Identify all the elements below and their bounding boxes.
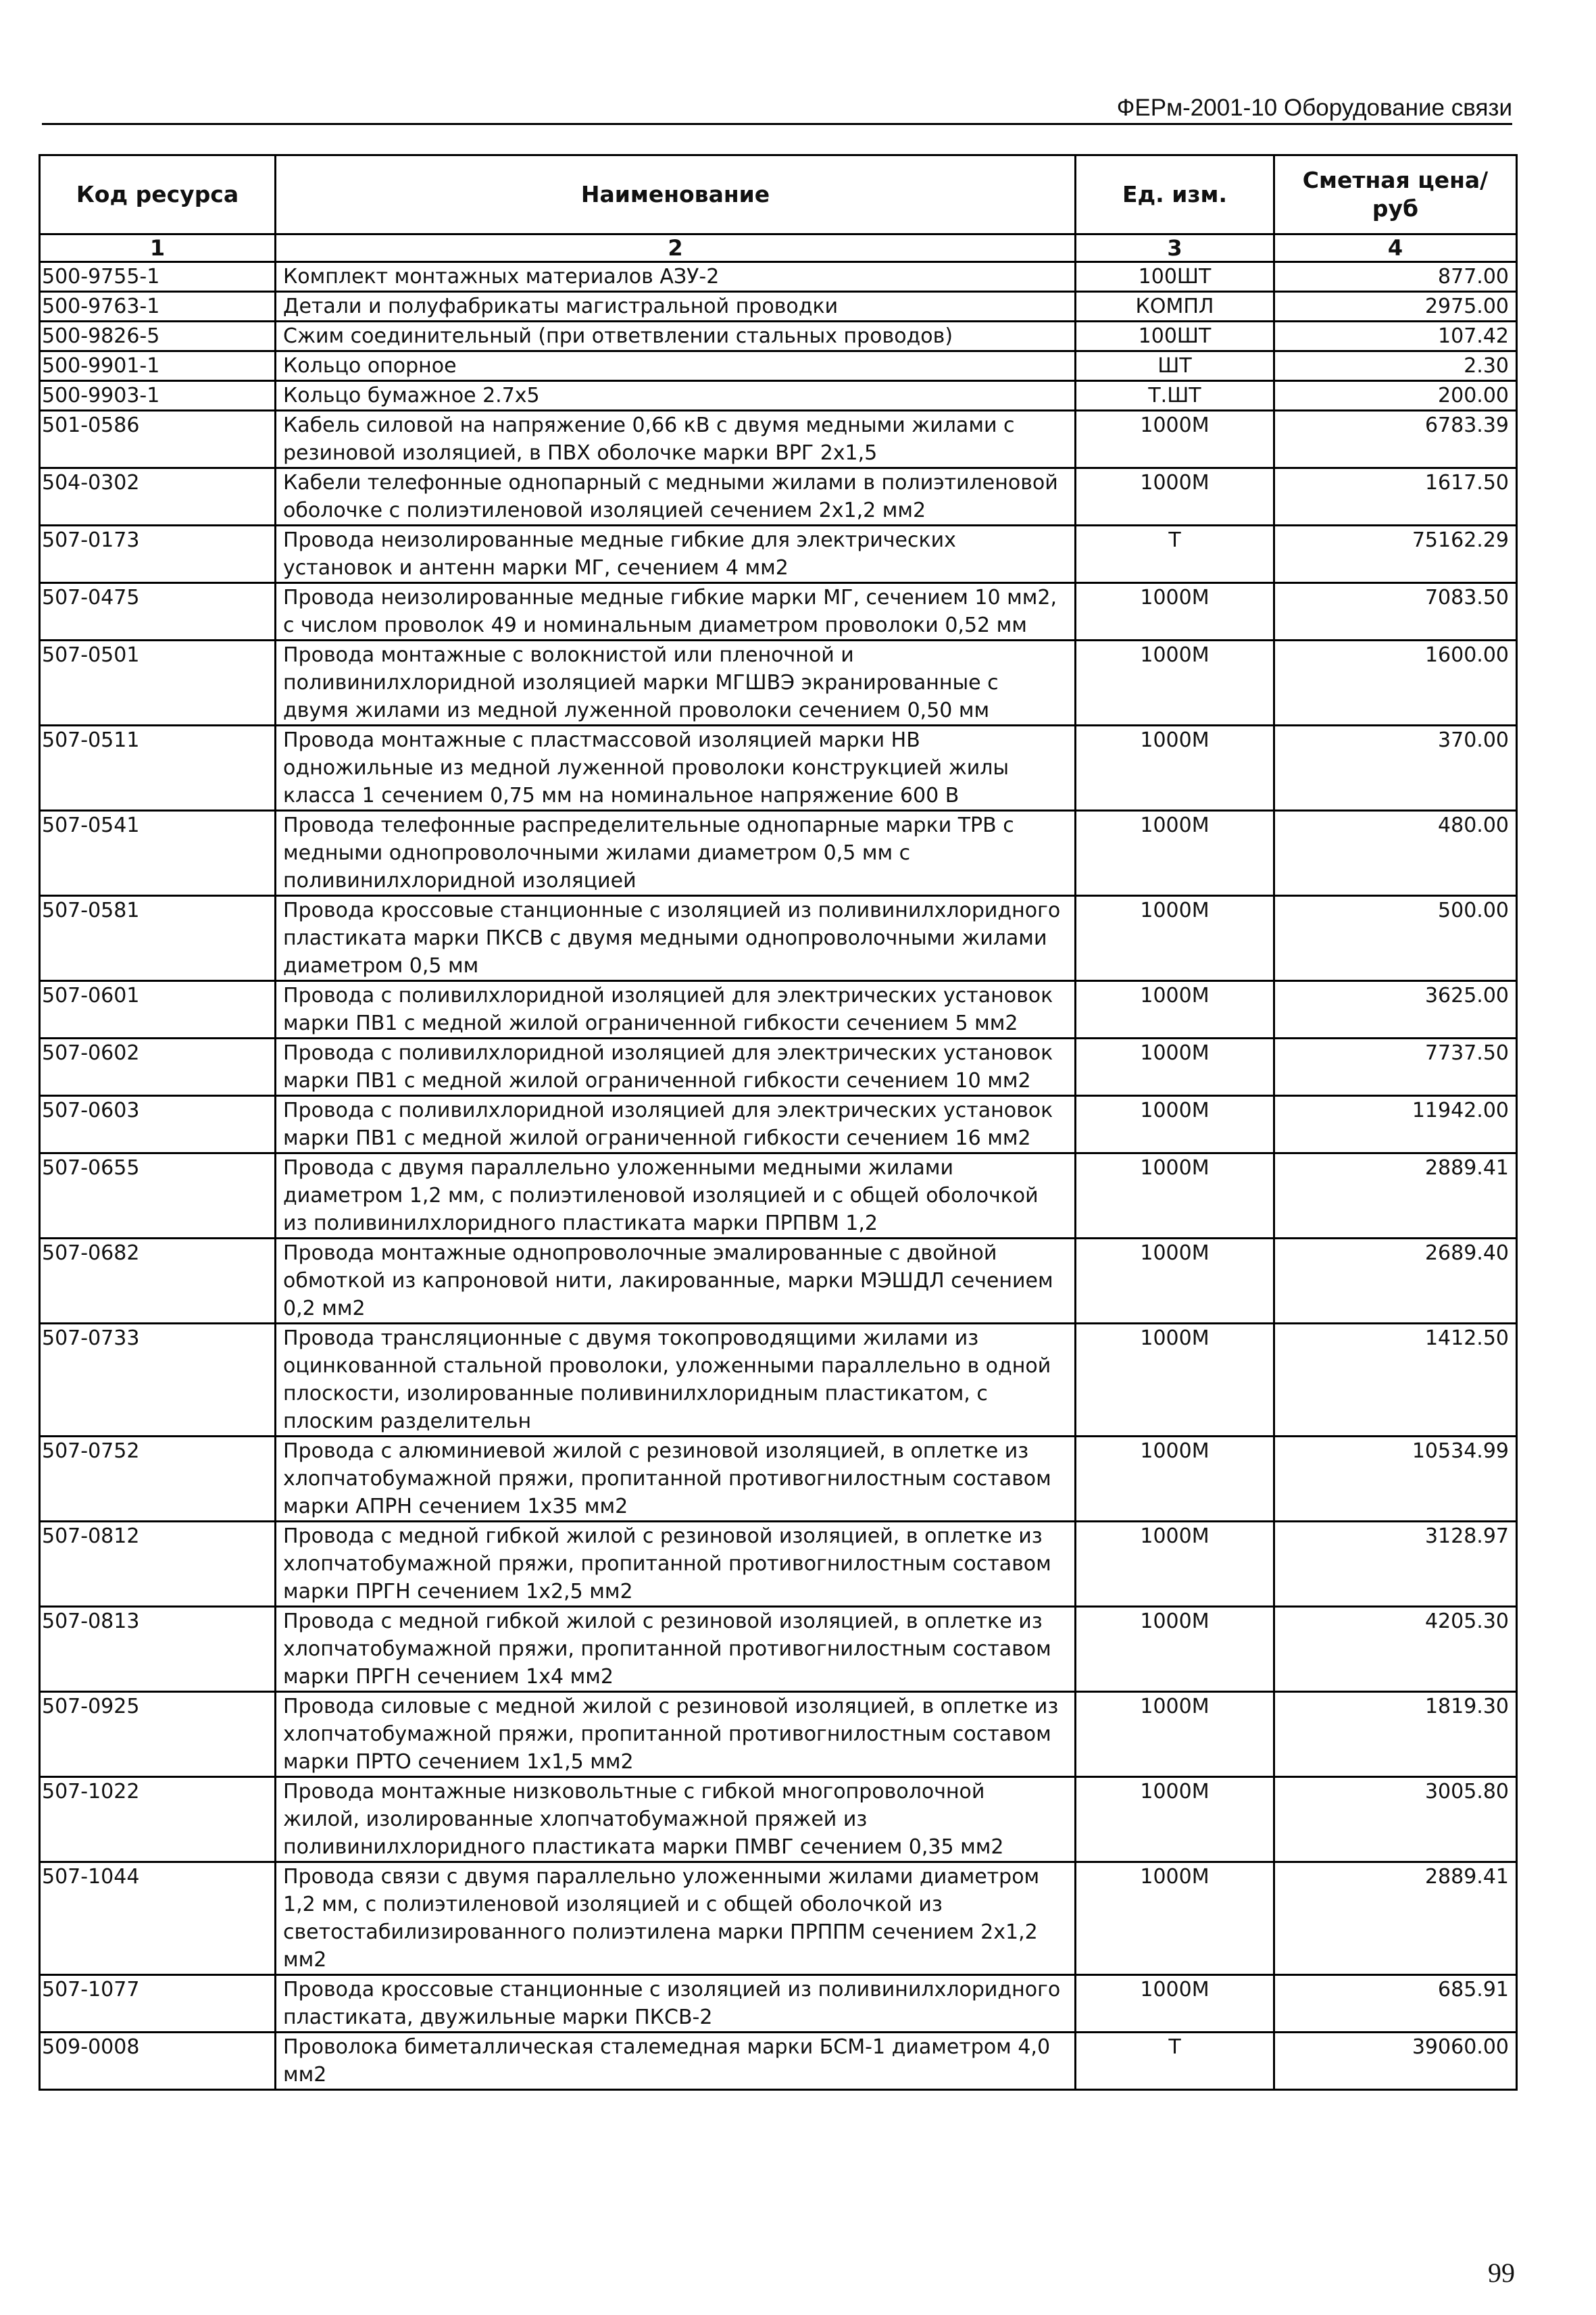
col-header-unit: Ед. изм. — [1076, 155, 1274, 234]
column-number-row — [40, 234, 1517, 262]
resource-price: 2689.40 — [1274, 1239, 1517, 1324]
resource-code-text: 507-0655 — [42, 1156, 140, 1180]
resource-name: Провода монтажные с пластмассовой изоляцией марки НВ одножильные из медной луженной проволоки конструкцией жилы класса 1 сечением 0,75 мм на номинальное напряжение 600 В — [276, 726, 1076, 811]
resource-code-text: 500-9903-1 — [42, 384, 160, 407]
resource-code — [40, 1153, 276, 1239]
resource-code-text: 507-1022 — [42, 1780, 140, 1803]
resource-unit: 1000М — [1076, 411, 1274, 468]
resource-unit: 1000М — [1076, 1975, 1274, 2033]
table-row — [40, 381, 1517, 411]
resource-name: Провода кроссовые станционные с изоляцией из поливинилхлоридного пластиката, двужильные марки ПКСВ-2 — [276, 1975, 1076, 2033]
resource-unit: 1000М — [1076, 1607, 1274, 1692]
resource-code — [40, 1522, 276, 1607]
resource-price: 3625.00 — [1274, 981, 1517, 1039]
resource-code — [40, 322, 276, 351]
table-row — [40, 262, 1517, 292]
resource-code-text: 507-1077 — [42, 1978, 140, 2001]
resource-unit: 1000М — [1076, 896, 1274, 981]
table-row — [40, 1522, 1517, 1607]
resource-code — [40, 1239, 276, 1324]
resource-name: Комплект монтажных материалов АЗУ-2 — [276, 262, 1076, 292]
table-row — [40, 1039, 1517, 1096]
resource-code — [40, 526, 276, 583]
resource-price: 3005.80 — [1274, 1777, 1517, 1862]
table-row — [40, 583, 1517, 641]
resource-code-text: 500-9826-5 — [42, 324, 160, 348]
resource-unit: 1000М — [1076, 1039, 1274, 1096]
resource-price: 39060.00 — [1274, 2033, 1517, 2090]
table-row — [40, 726, 1517, 811]
resource-unit: 100ШТ — [1076, 322, 1274, 351]
resource-unit: 1000М — [1076, 981, 1274, 1039]
resource-code-text: 507-1044 — [42, 1865, 140, 1889]
resource-price: 1600.00 — [1274, 641, 1517, 726]
resource-code — [40, 2033, 276, 2090]
table-row — [40, 811, 1517, 896]
resource-unit: Т — [1076, 526, 1274, 583]
table-row — [40, 1096, 1517, 1153]
resource-unit: 1000М — [1076, 583, 1274, 641]
col-header-name: Наименование — [276, 155, 1076, 234]
resource-unit: 1000М — [1076, 1096, 1274, 1153]
page-header: ФЕРм-2001-10 Оборудование связи — [42, 95, 1512, 125]
resource-code-text: 507-0925 — [42, 1695, 140, 1718]
table-row — [40, 468, 1517, 526]
table-header-row — [40, 155, 1517, 234]
resource-price: 3128.97 — [1274, 1522, 1517, 1607]
resource-name: Кольцо опорное — [276, 351, 1076, 381]
resource-unit: 100ШТ — [1076, 262, 1274, 292]
resource-code-text: 507-0813 — [42, 1610, 140, 1633]
resource-code — [40, 1692, 276, 1777]
table-row — [40, 896, 1517, 981]
resource-code — [40, 583, 276, 641]
resource-price: 1412.50 — [1274, 1324, 1517, 1437]
resource-code — [40, 1324, 276, 1437]
col-number: 3 — [1076, 234, 1274, 262]
resource-name: Провода с медной гибкой жилой с резиновой изоляцией, в оплетке из хлопчатобумажной пряжи, пропитанной противогнилостным составом марки ПРГН сечением 1х2,5 мм2 — [276, 1522, 1076, 1607]
resource-name: Провода трансляционные с двумя токопроводящими жилами из оцинкованной стальной проволоки, уложенными параллельно в одной плоскости, изолированные поливинилхлоридным пластикатом, с плоским разделительн — [276, 1324, 1076, 1437]
resource-name: Провода силовые с медной жилой с резиновой изоляцией, в оплетке из хлопчатобумажной пряжи, пропитанной противогнилостным составом марки ПРТО сечением 1х1,5 мм2 — [276, 1692, 1076, 1777]
resource-code — [40, 351, 276, 381]
resource-code — [40, 896, 276, 981]
resource-name: Провода с поливилхлоридной изоляцией для электрических установок марки ПВ1 с медной жилой ограниченной гибкости сечением 16 мм2 — [276, 1096, 1076, 1153]
table-row — [40, 1692, 1517, 1777]
resource-code-text: 507-0511 — [42, 728, 140, 752]
resource-name: Детали и полуфабрикаты магистральной проводки — [276, 292, 1076, 322]
resource-price: 2.30 — [1274, 351, 1517, 381]
resource-price: 10534.99 — [1274, 1437, 1517, 1522]
resource-price: 685.91 — [1274, 1975, 1517, 2033]
col-number: 1 — [40, 234, 276, 262]
resource-name: Провода неизолированные медные гибкие марки МГ, сечением 10 мм2, с числом проволок 49 и номинальным диаметром проволоки 0,52 мм — [276, 583, 1076, 641]
resource-code-text: 500-9763-1 — [42, 295, 160, 318]
resource-unit: 1000М — [1076, 811, 1274, 896]
resource-name: Провода с алюминиевой жилой с резиновой изоляцией, в оплетке из хлопчатобумажной пряжи, пропитанной противогнилостным составом марки АПРН сечением 1х35 мм2 — [276, 1437, 1076, 1522]
resource-code — [40, 1039, 276, 1096]
resource-unit: 1000М — [1076, 1239, 1274, 1324]
table-row — [40, 1607, 1517, 1692]
resource-code — [40, 468, 276, 526]
resource-unit: КОМПЛ — [1076, 292, 1274, 322]
resource-name: Провода монтажные однопроволочные эмалированные с двойной обмоткой из капроновой нити, лакированные, марки МЭШДЛ сечением 0,2 мм2 — [276, 1239, 1076, 1324]
resource-code-text: 507-0581 — [42, 899, 140, 922]
resource-name: Кольцо бумажное 2.7x5 — [276, 381, 1076, 411]
resource-name: Провода с двумя параллельно уложенными медными жилами диаметром 1,2 мм, с полиэтиленовой изоляцией и с общей оболочкой из поливинилхлоридного пластиката марки ПРПВМ 1,2 — [276, 1153, 1076, 1239]
resource-name: Провода с поливилхлоридной изоляцией для электрических установок марки ПВ1 с медной жилой ограниченной гибкости сечением 10 мм2 — [276, 1039, 1076, 1096]
resource-price: 4205.30 — [1274, 1607, 1517, 1692]
resource-name: Провода с медной гибкой жилой с резиновой изоляцией, в оплетке из хлопчатобумажной пряжи, пропитанной противогнилостным составом марки ПРГН сечением 1х4 мм2 — [276, 1607, 1076, 1692]
resource-name: Кабель силовой на напряжение 0,66 кВ с двумя медными жилами с резиновой изоляцией, в ПВХ оболочке марки ВРГ 2х1,5 — [276, 411, 1076, 468]
table-row — [40, 2033, 1517, 2090]
resource-code-text: 501-0586 — [42, 414, 140, 437]
resource-unit: 1000М — [1076, 468, 1274, 526]
resource-price: 1819.30 — [1274, 1692, 1517, 1777]
resource-price: 7083.50 — [1274, 583, 1517, 641]
resource-name: Провода монтажные низковольтные с гибкой многопроволочной жилой, изолированные хлопчатобумажной пряжей из поливинилхлоридного пластиката марки ПМВГ сечением 0,35 мм2 — [276, 1777, 1076, 1862]
resource-code — [40, 811, 276, 896]
resource-code — [40, 1862, 276, 1975]
resource-name: Сжим соединительный (при ответвлении стальных проводов) — [276, 322, 1076, 351]
col-number: 4 — [1274, 234, 1517, 262]
resource-code — [40, 1437, 276, 1522]
resource-name: Провода монтажные с волокнистой или пленочной и поливинилхлоридной изоляцией марки МГШВЭ экранированные с двумя жилами из медной луженной проволоки сечением 0,50 мм — [276, 641, 1076, 726]
resource-name: Провода с поливилхлоридной изоляцией для электрических установок марки ПВ1 с медной жилой ограниченной гибкости сечением 5 мм2 — [276, 981, 1076, 1039]
table-row — [40, 1239, 1517, 1324]
resource-code-text: 500-9755-1 — [42, 265, 160, 289]
resource-unit: 1000М — [1076, 726, 1274, 811]
resource-code — [40, 381, 276, 411]
col-number: 2 — [276, 234, 1076, 262]
table-row — [40, 1324, 1517, 1437]
resource-code-text: 509-0008 — [42, 2035, 140, 2059]
price-table — [39, 154, 1518, 2091]
table-row — [40, 1437, 1517, 1522]
resource-price: 2975.00 — [1274, 292, 1517, 322]
resource-code — [40, 641, 276, 726]
table-row — [40, 292, 1517, 322]
resource-unit: Т.ШТ — [1076, 381, 1274, 411]
resource-code — [40, 1777, 276, 1862]
resource-price: 2889.41 — [1274, 1862, 1517, 1975]
resource-price: 1617.50 — [1274, 468, 1517, 526]
table-row — [40, 1777, 1517, 1862]
table-row — [40, 322, 1517, 351]
resource-unit: 1000М — [1076, 1437, 1274, 1522]
resource-code — [40, 1975, 276, 2033]
resource-price: 11942.00 — [1274, 1096, 1517, 1153]
resource-unit: Т — [1076, 2033, 1274, 2090]
resource-price: 500.00 — [1274, 896, 1517, 981]
table-row — [40, 1153, 1517, 1239]
resource-name: Провода телефонные распределительные однопарные марки ТРВ с медными однопроволочными жилами диаметром 0,5 мм с поливинилхлоридной изоляцией — [276, 811, 1076, 896]
resource-code-text: 507-0733 — [42, 1326, 140, 1350]
resource-code-text: 507-0601 — [42, 984, 140, 1007]
resource-code — [40, 1096, 276, 1153]
resource-code-text: 507-0541 — [42, 814, 140, 837]
table-row — [40, 641, 1517, 726]
resource-price: 75162.29 — [1274, 526, 1517, 583]
resource-price: 107.42 — [1274, 322, 1517, 351]
resource-unit: 1000М — [1076, 1862, 1274, 1975]
resource-name: Кабели телефонные однопарный с медными жилами в полиэтиленовой оболочке с полиэтиленовой изоляцией сечением 2х1,2 мм2 — [276, 468, 1076, 526]
table-row — [40, 1862, 1517, 1975]
resource-price: 7737.50 — [1274, 1039, 1517, 1096]
col-header-code: Код ресурса — [40, 155, 276, 234]
resource-code — [40, 1607, 276, 1692]
table-row — [40, 351, 1517, 381]
resource-code-text: 507-0682 — [42, 1241, 140, 1265]
resource-unit: ШТ — [1076, 351, 1274, 381]
resource-code-text: 507-0602 — [42, 1041, 140, 1065]
resource-price: 480.00 — [1274, 811, 1517, 896]
resource-code-text: 507-0752 — [42, 1439, 140, 1463]
resource-code — [40, 981, 276, 1039]
resource-price: 877.00 — [1274, 262, 1517, 292]
resource-code-text: 507-0603 — [42, 1099, 140, 1122]
col-header-price: Сметная цена/руб — [1274, 155, 1517, 234]
resource-name: Проволока биметаллическая сталемедная марки БСМ-1 диаметром 4,0 мм2 — [276, 2033, 1076, 2090]
resource-price: 6783.39 — [1274, 411, 1517, 468]
resource-code-text: 504-0302 — [42, 471, 140, 495]
resource-code — [40, 411, 276, 468]
resource-code — [40, 726, 276, 811]
resource-unit: 1000М — [1076, 1522, 1274, 1607]
table-row — [40, 1975, 1517, 2033]
table-row — [40, 981, 1517, 1039]
resource-code-text: 507-0475 — [42, 586, 140, 609]
resource-unit: 1000М — [1076, 641, 1274, 726]
resource-name: Провода неизолированные медные гибкие для электрических установок и антенн марки МГ, сечением 4 мм2 — [276, 526, 1076, 583]
resource-name: Провода связи с двумя параллельно уложенными жилами диаметром 1,2 мм, с полиэтиленовой изоляцией и с общей оболочкой из светостабилизированного полиэтилена марки ПРППМ сечением 2х1,2 мм2 — [276, 1862, 1076, 1975]
resource-unit: 1000М — [1076, 1777, 1274, 1862]
resource-price: 370.00 — [1274, 726, 1517, 811]
resource-code-text: 507-0501 — [42, 643, 140, 667]
resource-price: 2889.41 — [1274, 1153, 1517, 1239]
resource-unit: 1000М — [1076, 1153, 1274, 1239]
resource-unit: 1000М — [1076, 1324, 1274, 1437]
resource-code — [40, 262, 276, 292]
resource-name: Провода кроссовые станционные с изоляцией из поливинилхлоридного пластиката марки ПКСВ с двумя медными однопроволочными жилами диаметром 0,5 мм — [276, 896, 1076, 981]
resource-code — [40, 292, 276, 322]
resource-code-text: 500-9901-1 — [42, 354, 160, 378]
resource-price: 200.00 — [1274, 381, 1517, 411]
table-row — [40, 411, 1517, 468]
resource-unit: 1000М — [1076, 1692, 1274, 1777]
resource-code-text: 507-0812 — [42, 1524, 140, 1548]
page-number: 99 — [1488, 2258, 1515, 2288]
table-row — [40, 526, 1517, 583]
resource-code-text: 507-0173 — [42, 528, 140, 552]
